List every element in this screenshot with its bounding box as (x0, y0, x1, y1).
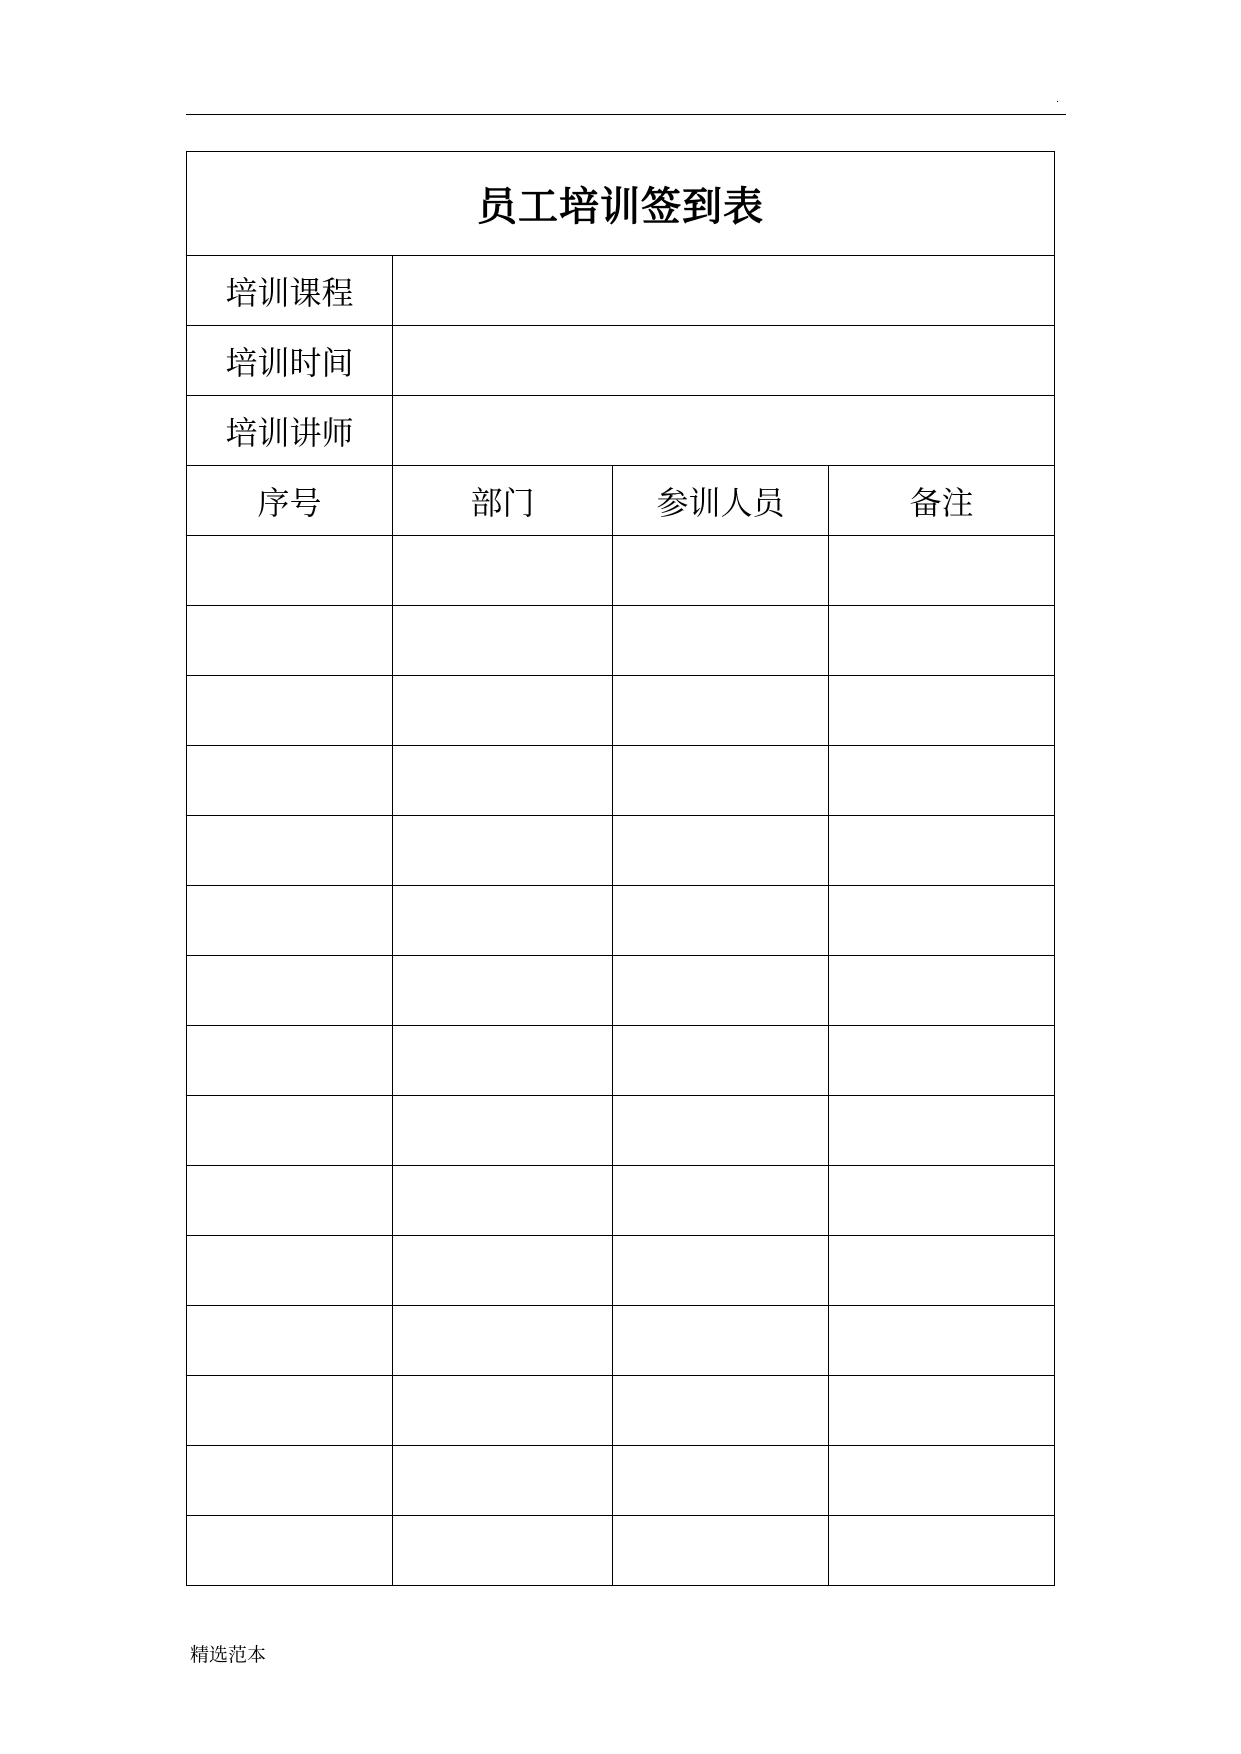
table-row (187, 1446, 1055, 1516)
department-cell[interactable] (393, 816, 613, 886)
remarks-cell[interactable] (829, 1306, 1055, 1376)
info-row (187, 326, 1055, 396)
serial-cell[interactable] (187, 886, 393, 956)
table-row (187, 676, 1055, 746)
remarks-cell[interactable] (829, 1516, 1055, 1586)
remarks-cell[interactable] (829, 1446, 1055, 1516)
department-cell[interactable] (393, 1516, 613, 1586)
table-row (187, 1306, 1055, 1376)
attendee-cell[interactable] (613, 1236, 829, 1306)
header-mark: . (1056, 94, 1060, 105)
department-cell[interactable] (393, 1306, 613, 1376)
info-label-time: 培训时间 (187, 326, 393, 396)
department-cell[interactable] (393, 676, 613, 746)
attendee-cell[interactable] (613, 746, 829, 816)
department-cell[interactable] (393, 746, 613, 816)
remarks-cell[interactable] (829, 1026, 1055, 1096)
remarks-cell[interactable] (829, 1376, 1055, 1446)
department-cell[interactable] (393, 536, 613, 606)
column-header-remarks: 备注 (829, 466, 1055, 536)
attendee-cell[interactable] (613, 956, 829, 1026)
table-row (187, 1026, 1055, 1096)
attendee-cell[interactable] (613, 1446, 829, 1516)
table-row (187, 746, 1055, 816)
attendee-cell[interactable] (613, 1306, 829, 1376)
department-cell[interactable] (393, 956, 613, 1026)
attendee-cell[interactable] (613, 676, 829, 746)
column-header-row (187, 466, 1055, 536)
header-rule (186, 114, 1066, 115)
remarks-cell[interactable] (829, 886, 1055, 956)
department-cell[interactable] (393, 606, 613, 676)
serial-cell[interactable] (187, 1236, 393, 1306)
serial-cell[interactable] (187, 1376, 393, 1446)
info-row (187, 396, 1055, 466)
serial-cell[interactable] (187, 1516, 393, 1586)
serial-cell[interactable] (187, 536, 393, 606)
remarks-cell[interactable] (829, 956, 1055, 1026)
table-row (187, 1166, 1055, 1236)
serial-cell[interactable] (187, 1096, 393, 1166)
info-value-instructor[interactable] (393, 396, 1055, 466)
remarks-cell[interactable] (829, 676, 1055, 746)
form-title: 员工培训签到表 (187, 152, 1055, 256)
table-row (187, 1516, 1055, 1586)
remarks-cell[interactable] (829, 816, 1055, 886)
attendee-cell[interactable] (613, 1376, 829, 1446)
attendee-cell[interactable] (613, 536, 829, 606)
serial-cell[interactable] (187, 956, 393, 1026)
department-cell[interactable] (393, 1166, 613, 1236)
remarks-cell[interactable] (829, 1166, 1055, 1236)
department-cell[interactable] (393, 886, 613, 956)
attendee-cell[interactable] (613, 1096, 829, 1166)
department-cell[interactable] (393, 1446, 613, 1516)
attendee-cell[interactable] (613, 886, 829, 956)
attendee-cell[interactable] (613, 606, 829, 676)
serial-cell[interactable] (187, 1026, 393, 1096)
table-row (187, 956, 1055, 1026)
department-cell[interactable] (393, 1096, 613, 1166)
info-row (187, 256, 1055, 326)
footer-text: 精选范本 (190, 1644, 267, 1666)
sign-in-table (186, 151, 1055, 1586)
department-cell[interactable] (393, 1236, 613, 1306)
serial-cell[interactable] (187, 1166, 393, 1236)
table-row (187, 1236, 1055, 1306)
attendee-cell[interactable] (613, 1166, 829, 1236)
info-label-instructor: 培训讲师 (187, 396, 393, 466)
remarks-cell[interactable] (829, 746, 1055, 816)
column-header-attendee: 参训人员 (613, 466, 829, 536)
serial-cell[interactable] (187, 1306, 393, 1376)
column-header-serial: 序号 (187, 466, 393, 536)
column-header-department: 部门 (393, 466, 613, 536)
remarks-cell[interactable] (829, 1236, 1055, 1306)
serial-cell[interactable] (187, 606, 393, 676)
table-row (187, 606, 1055, 676)
serial-cell[interactable] (187, 816, 393, 886)
department-cell[interactable] (393, 1376, 613, 1446)
table-row (187, 886, 1055, 956)
attendee-cell[interactable] (613, 1026, 829, 1096)
serial-cell[interactable] (187, 746, 393, 816)
serial-cell[interactable] (187, 676, 393, 746)
table-row (187, 1376, 1055, 1446)
serial-cell[interactable] (187, 1446, 393, 1516)
info-value-course[interactable] (393, 256, 1055, 326)
table-row (187, 536, 1055, 606)
remarks-cell[interactable] (829, 1096, 1055, 1166)
table-row (187, 816, 1055, 886)
remarks-cell[interactable] (829, 606, 1055, 676)
department-cell[interactable] (393, 1026, 613, 1096)
attendee-cell[interactable] (613, 816, 829, 886)
title-row (187, 152, 1055, 256)
table-row (187, 1096, 1055, 1166)
remarks-cell[interactable] (829, 536, 1055, 606)
info-label-course: 培训课程 (187, 256, 393, 326)
info-value-time[interactable] (393, 326, 1055, 396)
attendee-cell[interactable] (613, 1516, 829, 1586)
